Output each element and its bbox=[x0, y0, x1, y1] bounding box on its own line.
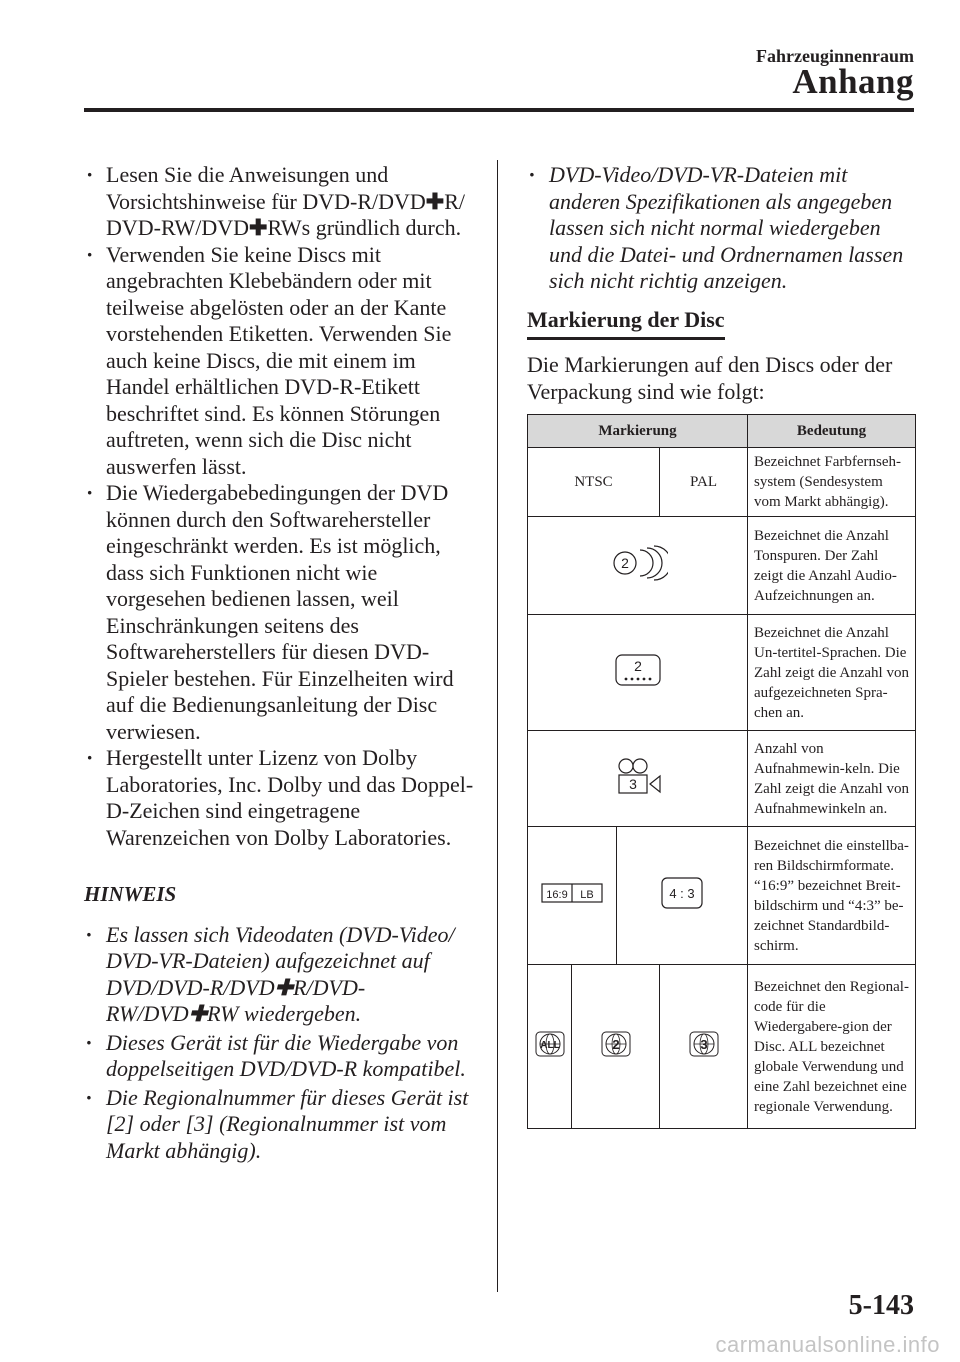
svg-text:3: 3 bbox=[699, 1036, 708, 1052]
list-item: · Es lassen sich Videodaten (DVD-Video/ DVD-VR-Dateien) aufgezeichnet auf DVD/DVD-R/DVD✚R/DVD-RW/DVD✚RW wiedergeben. bbox=[84, 922, 479, 1028]
list-item: · Dieses Gerät ist für die Wiedergabe von doppelseitigen DVD/DVD-R kompatibel. bbox=[84, 1030, 479, 1083]
table-row bbox=[528, 965, 916, 1129]
marking-table bbox=[527, 414, 916, 1129]
region-all-icon bbox=[535, 1031, 565, 1057]
meaning-cell: Bezeichnet die Anzahl Un-tertitel-Sprachen. Die Zahl zeigt die Anzahl von aufgezeichneten Spra-chen an. bbox=[748, 615, 916, 731]
audio-tracks-icon bbox=[608, 545, 668, 581]
column-header-marking: Markierung bbox=[528, 415, 748, 448]
list-item: · DVD-Video/DVD-VR-Dateien mit anderen Spezifikationen als angegeben lassen sich nicht normal wiedergeben und die Datei- und Ordnernamen lassen sich nicht richtig anzeigen. bbox=[527, 162, 917, 295]
meaning-cell: Bezeichnet den Regional-code für die Wiedergabere-gion der Disc. ALL bezeichnet globale Verwendung und eine Zahl bezeichnet eine regionale Verwendung. bbox=[748, 965, 916, 1129]
svg-text:2: 2 bbox=[611, 1036, 620, 1052]
plus-icon: ✚ bbox=[425, 188, 445, 214]
svg-text:16:9: 16:9 bbox=[546, 888, 568, 901]
region-2-icon bbox=[601, 1031, 631, 1057]
svg-text:2: 2 bbox=[620, 554, 629, 571]
pal-label: PAL bbox=[660, 448, 748, 517]
column-divider bbox=[497, 160, 498, 1292]
svg-text:LB: LB bbox=[580, 888, 594, 901]
table-row bbox=[528, 731, 916, 827]
ntsc-label: NTSC bbox=[528, 448, 660, 517]
svg-text:2: 2 bbox=[633, 657, 642, 674]
header-title: Anhang bbox=[792, 62, 914, 101]
list-item: · Hergestellt unter Lizenz von Dolby Laboratories, Inc. Dolby und das Doppel-D-Zeichen sind eingetragene Warenzeichen von Dolby Laboratories. bbox=[84, 745, 479, 851]
meaning-cell: Bezeichnet Farbfernseh-system (Sendesystem vom Markt abhängig). bbox=[748, 448, 916, 517]
header-rule bbox=[84, 108, 914, 112]
section-heading: Markierung der Disc bbox=[527, 307, 725, 341]
svg-text:4 : 3: 4 : 3 bbox=[669, 885, 695, 901]
right-column bbox=[527, 162, 917, 405]
table-row bbox=[528, 517, 916, 615]
right-note-list bbox=[527, 162, 917, 295]
table-row bbox=[528, 448, 916, 517]
svg-text:ALL: ALL bbox=[539, 1039, 560, 1051]
list-item: · Die Regionalnummer für dieses Gerät ist [2] oder [3] (Regionalnummer ist vom Markt abhängig). bbox=[84, 1085, 479, 1165]
section-intro: Die Markierungen auf den Discs oder der Verpackung sind wie folgt: bbox=[527, 352, 893, 404]
camera-angle-icon bbox=[610, 756, 666, 796]
left-column bbox=[84, 162, 479, 1166]
widescreen-lb-icon bbox=[541, 883, 603, 903]
meaning-cell: Bezeichnet die Anzahl Tonspuren. Der Zahl zeigt die Anzahl Audio-Aufzeichnungen an. bbox=[748, 517, 916, 615]
list-item: · Verwenden Sie keine Discs mit angebrachten Klebebändern oder mit teilweise abgelösten oder an der Kante vorstehenden Etiketten. Verwenden Sie auch keine Discs, die mit einem im Handel erhältlichen DVD-R-Etikett beschriftet sind. Es können Störungen auftreten, wenn sich die Disc nicht auswerfen lässt. bbox=[84, 242, 479, 481]
header-section: Fahrzeuginnenraum bbox=[755, 46, 914, 66]
meaning-cell: Anzahl von Aufnahmewin-keln. Die Zahl zeigt die Anzahl von Aufnahmewinkeln an. bbox=[748, 731, 916, 827]
plus-icon: ✚ bbox=[274, 974, 294, 1000]
meaning-cell: Bezeichnet die einstellba-ren Bildschirmformate. “16:9” bezeichnet Breit-bildschirm und “4:3” be-zeichnet Standardbild-schirm. bbox=[748, 827, 916, 965]
watermark: carmanualsonline.info bbox=[715, 1332, 940, 1357]
list-item: · Lesen Sie die Anweisungen und Vorsichtshinweise für DVD-R/DVD✚R/ DVD-RW/DVD✚RWs gründlich durch. bbox=[84, 162, 479, 242]
standard-screen-icon bbox=[661, 877, 703, 909]
region-3-icon bbox=[689, 1031, 719, 1057]
table-row bbox=[528, 615, 916, 731]
plus-icon: ✚ bbox=[188, 1001, 208, 1026]
hinweis-list bbox=[84, 922, 479, 1165]
plus-icon: ✚ bbox=[249, 215, 268, 240]
svg-text:3: 3 bbox=[628, 775, 637, 792]
bullet-list bbox=[84, 162, 479, 851]
list-item: · Die Wiedergabebedingungen der DVD können durch den Softwarehersteller eingeschränkt werden. Es ist möglich, dass sich Funktionen nicht wie vorgesehen bedienen lassen, weil Einschränkungen seitens des Softwareherstellers für diesen DVD-Spieler bestehen. Für Einzelheiten wird auf die Bedienungsanleitung der Disc verwiesen. bbox=[84, 480, 479, 745]
column-header-meaning: Bedeutung bbox=[748, 415, 916, 448]
hinweis-title: HINWEIS bbox=[84, 882, 177, 906]
page-number: 5-143 bbox=[848, 1290, 914, 1321]
table-row bbox=[528, 827, 916, 965]
subtitle-icon bbox=[614, 653, 662, 687]
